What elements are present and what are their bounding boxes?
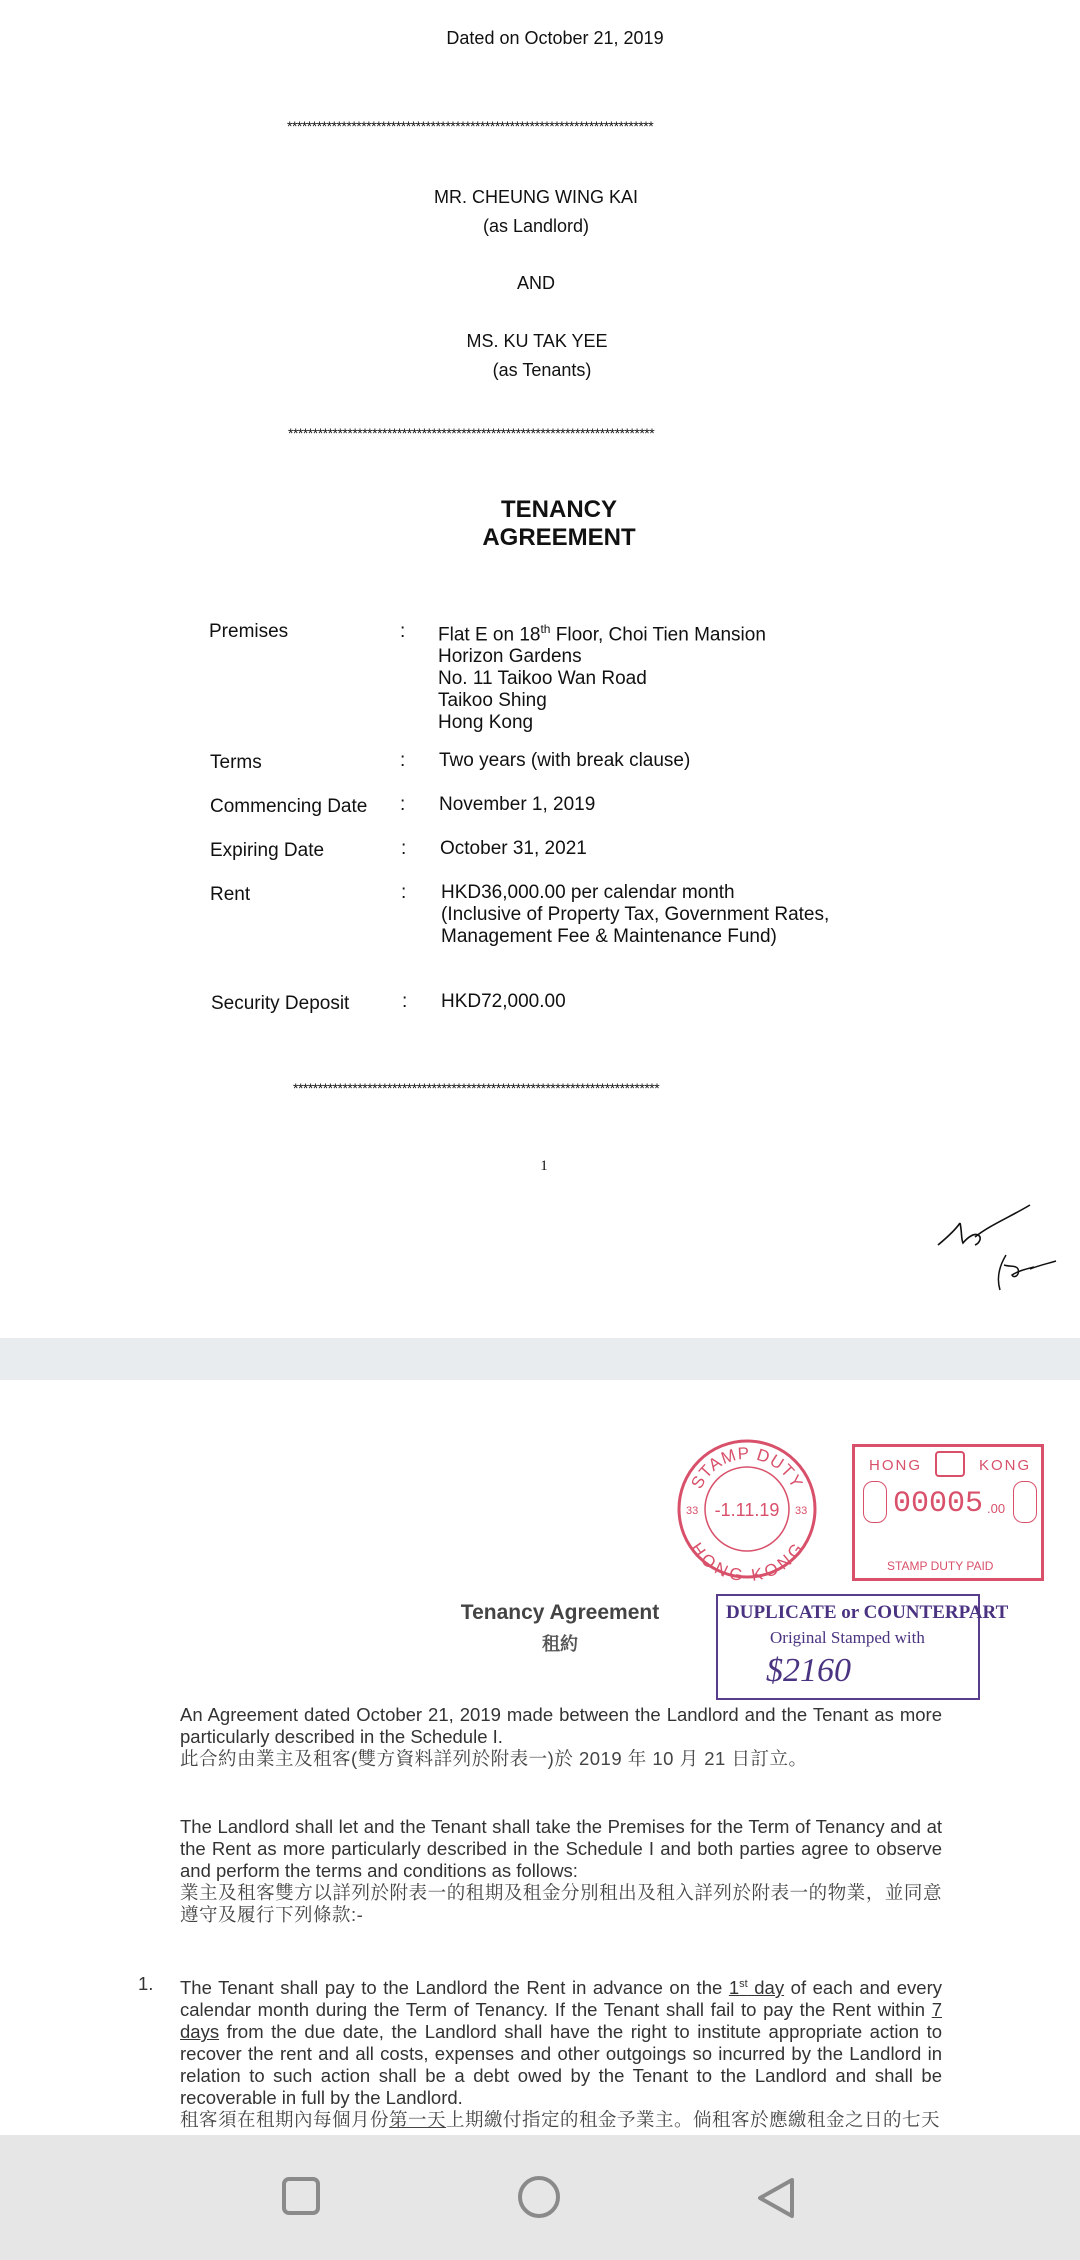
stamp-date: -1.11.19	[714, 1500, 780, 1520]
back-icon[interactable]	[754, 2175, 800, 2221]
colon: :	[401, 882, 407, 903]
stamp-hong: HONG	[869, 1457, 922, 1474]
rent-value	[441, 882, 829, 948]
clause-1-days: 7 days	[180, 1999, 942, 2043]
paragraph-2-zh: 業主及租客雙方以詳列於附表一的租期及租金分別租出及租入詳列於附表一的物業，並同意遵守及履行下列條款:-	[180, 1882, 942, 1925]
stamp-right-number: 33	[795, 1505, 808, 1517]
paragraph-1-zh: 此合約由業主及租客(雙方資料詳列於附表一)於 2019 年 10 月 21 日訂立。	[180, 1748, 808, 1769]
clause-1	[180, 1973, 942, 2131]
duplicate-line1: DUPLICATE or COUNTERPART	[726, 1602, 1009, 1623]
stamp-footer: STAMP DUTY PAID	[887, 1559, 994, 1573]
premises-sup: th	[540, 622, 551, 636]
clause-1-text: of each and every calendar month during the Term of Tenancy. If the Tenant shall fail to pay the Rent within	[180, 1977, 942, 2021]
document-title-line1: TENANCY	[500, 496, 617, 523]
stamp-right-seal-icon	[1013, 1481, 1037, 1523]
premises-line2: Horizon Gardens	[438, 646, 582, 668]
paragraph-1-en: An Agreement dated October 21, 2019 made between the Landlord and the Tenant as more particularly described in the Schedule I.	[180, 1704, 942, 1747]
dated-line: Dated on October 21, 2019	[446, 28, 664, 48]
rent-line3: Management Fee & Maintenance Fund)	[441, 926, 777, 947]
stamp-kong: KONG	[979, 1457, 1032, 1474]
tenant-name: MS. KU TAK YEE	[466, 331, 608, 351]
page2-title: Tenancy Agreement	[460, 1601, 660, 1624]
security-deposit-value: HKD72,000.00	[441, 991, 566, 1012]
paragraph-2	[180, 1816, 942, 1926]
clause-1-zh-text: 租客須在租期內每個月份	[180, 2109, 390, 2131]
commencing-date-value: November 1, 2019	[439, 794, 596, 815]
rent-line2: (Inclusive of Property Tax, Government Rates,	[441, 904, 830, 925]
page2-title-zh: 租約	[542, 1634, 578, 1654]
clause-1-en	[180, 1973, 942, 2109]
premises-value	[438, 618, 766, 734]
clause-1-text: from the due date, the Landlord shall have the right to institute appropriate action to recover the rent and all costs, expenses and other outgoings so incurred by the Landlord in relation to such action shall be a debt owed by the Tenant to the Landlord and shall be recoverable in full by the Landlord.	[180, 2021, 942, 2109]
landlord-role: (as Landlord)	[482, 216, 590, 236]
premises-line4: Taikoo Shing	[438, 690, 547, 712]
clause-1-number: 1.	[138, 1973, 154, 1994]
recent-apps-icon[interactable]	[282, 2177, 320, 2215]
premises-line1: Flat E on 18	[438, 624, 541, 646]
premises-label: Premises	[209, 621, 289, 642]
tenant-role: (as Tenants)	[492, 360, 592, 380]
clause-1-zh-underlined: 第一天	[389, 2109, 447, 2131]
duplicate-amount: $2160	[766, 1652, 851, 1689]
separator-stars: **************************************************************************	[287, 118, 654, 134]
and-text: AND	[516, 273, 555, 293]
security-deposit-label: Security Deposit	[211, 993, 350, 1014]
clause-1-day	[729, 1977, 784, 1998]
signature-initials	[930, 1195, 1070, 1300]
separator-stars: **************************************************************************	[293, 1080, 660, 1096]
separator-stars: **************************************************************************	[288, 425, 655, 441]
stamp-ring-top: STAMP DUTY	[687, 1443, 807, 1492]
rent-line1: HKD36,000.00 per calendar month	[441, 882, 735, 903]
commencing-date-label: Commencing Date	[210, 796, 368, 817]
stamp-duty-paid-stamp	[852, 1444, 1044, 1581]
document-title-line2: AGREEMENT	[482, 524, 636, 551]
expiring-date-label: Expiring Date	[210, 840, 325, 861]
colon: :	[400, 750, 406, 771]
premises-line5: Hong Kong	[438, 712, 534, 734]
terms-label: Terms	[210, 752, 262, 773]
hk-emblem-icon	[935, 1451, 965, 1477]
clause-1-zh-text: 上期繳付指定的租金予業主。倘租客於應繳租金之日的七天	[446, 2109, 941, 2131]
stamp-ring-bottom: HONG KONG	[686, 1539, 808, 1582]
expiring-date-value: October 31, 2021	[440, 838, 587, 859]
landlord-name: MR. CHEUNG WING KAI	[433, 187, 638, 207]
paragraph-1	[180, 1704, 942, 1770]
stamp-left-seal-icon	[863, 1481, 887, 1523]
clause-1-day-sup: st	[739, 1978, 748, 1990]
clause-1-day-num: 1	[728, 1977, 740, 1999]
premises-line1-rest: Floor, Choi Tien Mansion	[550, 624, 766, 646]
paragraph-2-en: The Landlord shall let and the Tenant shall take the Premises for the Term of Tenancy and at the Rent as more particularly described in the Schedule I and both parties agree to observe and perform the terms and conditions as follows:	[180, 1816, 942, 1881]
clause-1-day-word: day	[747, 1977, 785, 1999]
colon: :	[402, 991, 408, 1012]
rent-label: Rent	[210, 884, 251, 905]
clause-1-text: The Tenant shall pay to the Landlord the Rent in advance on the	[180, 1977, 729, 1999]
stamp-cents: .00	[987, 1501, 1006, 1516]
svg-text:HONG KONG	[687, 1539, 808, 1582]
colon: :	[400, 794, 406, 815]
stamp-left-number: 33	[686, 1505, 699, 1517]
document-page-2	[0, 1380, 1080, 2135]
page-gap	[0, 1338, 1080, 1380]
page-number: 1	[540, 1158, 548, 1174]
colon: :	[401, 838, 407, 859]
stamp-amount: 00005	[893, 1487, 984, 1521]
svg-text:STAMP DUTY	[687, 1444, 806, 1492]
stamp-duty-round-stamp	[674, 1436, 820, 1582]
terms-value: Two years (with break clause)	[439, 750, 691, 771]
duplicate-line2: Original Stamped with	[770, 1628, 925, 1647]
home-icon[interactable]	[518, 2176, 560, 2218]
colon: :	[400, 621, 406, 642]
clause-1-zh	[180, 2109, 942, 2131]
premises-line3: No. 11 Taikoo Wan Road	[438, 668, 647, 690]
